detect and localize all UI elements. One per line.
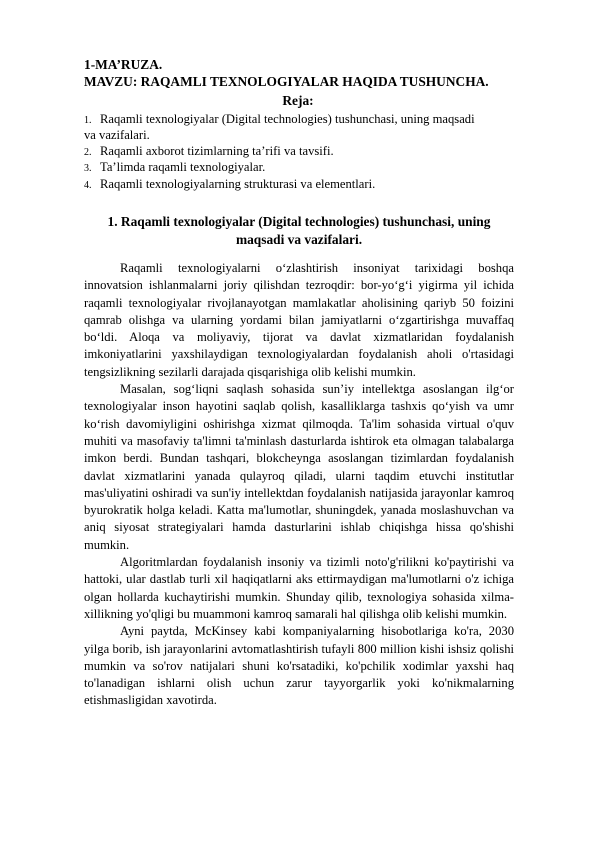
paragraph: Ayni paytda, McKinsey kabi kompaniyalarning hisobotlariga ko'ra, 2030 yilga borib, ish jarayonlarini avtomatlashtirish tufayli 800 million kishi ishsiz qolishi mumkin va so'rov natijalari shuni ko'rsatadiki, ko'pchilik xodimlar yaxshi haq to'lanadigan ishlarni olish uchun zarur tayyorgarlik yoki ko'nikmalarning etishmasligidan xavotirda. [84,624,514,708]
plan-item-text: Raqamli axborot tizimlarning ta’rifi va tavsifi. [100,143,334,158]
plan-item-continuation: va vazifalari. [84,128,150,143]
plan-item-number: 4. [84,179,92,191]
paragraph: Masalan, sog‘liqni saqlash sohasida sun’iy intellektga asoslangan ilg‘or texnologiyalar inson hayotini saqlab qolish, kasalliklarga tashxis qo‘yish va umr ko‘rish davomiyligini oshirishga xizmat qilmoqda. Ta'lim sohasida virtual o'quv muhiti va masofaviy ta'limni ta'minlash dasturlarda ishtirok eta olmagan talabalarga imkon berdi. Bundan tashqari, blokcheynga asoslangan tizimlardan foydalanish davlat xizmatlarini yanada qulayroq qiladi, ularni taqdim etuvchi institutlar mas'uliyatini oshiradi va sun'iy intellektdan foydalanish natijasida jarayonlar kamroq byurokratik holga keladi. Katta ma'lumotlar, shuningdek, yanada moslashuvchan va aniq siyosat strategiyalari hamda dasturlarini ishlab chiqishga hissa qo'shishi mumkin. [84,382,514,552]
plan-item [84,160,514,176]
plan-item-text: Raqamli texnologiyalarning strukturasi va elementlari. [100,176,376,191]
plan-title: Reja: [282,93,314,108]
lecture-topic: MAVZU: RAQAMLI TEXNOLOGIYALAR HAQIDA TUSHUNCHA. [84,74,489,89]
section-title: 1. Raqamli texnologiyalar (Digital technologies) tushunchasi, uning maqsadi va vazifalari. [107,214,491,247]
plan-item-number: 1. [84,115,92,126]
plan-item-text: Raqamli texnologiyalar (Digital technologies) tushunchasi, uning maqsadi [100,112,475,126]
body-text [84,260,514,710]
paragraph: Raqamli texnologiyalarni o‘zlashtirish insoniyat tarixidagi boshqa innovatsion ishlanmalarni joriy qilishdan tezroqdir: bor-yo‘g‘i yigirma yil ichida raqamli texnologiyalar rivojlanayotgan mamlakatlar aholisining qariyb 50 foizini qamrab olishga va ularning yordami bilan jamiyatlarni o‘zgartirishga muvaffaq bo‘ldi. Aloqa va moliyaviy, tijorat va davlat xizmatlaridan foydalanish imkoniyatlarini yaxshilaydigan texnologiyalardan foydalanish aholi o'rtasidagi tengsizlikning sezilarli darajada qisqarishiga olib kelishi mumkin. [84,261,514,379]
plan-item [84,177,514,193]
plan-item-number: 2. [84,146,92,158]
plan-item-number: 3. [84,163,92,175]
lecture-number: 1-MA’RUZA. [84,57,163,72]
plan-item [84,144,514,160]
plan-item [84,112,514,144]
plan-item-text: Ta’limda raqamli texnologiyalar. [100,160,266,175]
plan-list [84,112,514,193]
paragraph: Algoritmlardan foydalanish insoniy va tizimli noto'g'rilikni ko'paytirishi va hattoki, ular dastlab turli xil haqiqatlarni aks ettirmaydigan ma'lumotlarni o'z ichiga olgan hollarda kuchaytirishi mumkin. Shunday qilib, texnologiya sohasida xilma-xillikning yo'qligi bu muammoni kamroq samarali hal qilishga olib kelishi mumkin. [84,555,514,621]
